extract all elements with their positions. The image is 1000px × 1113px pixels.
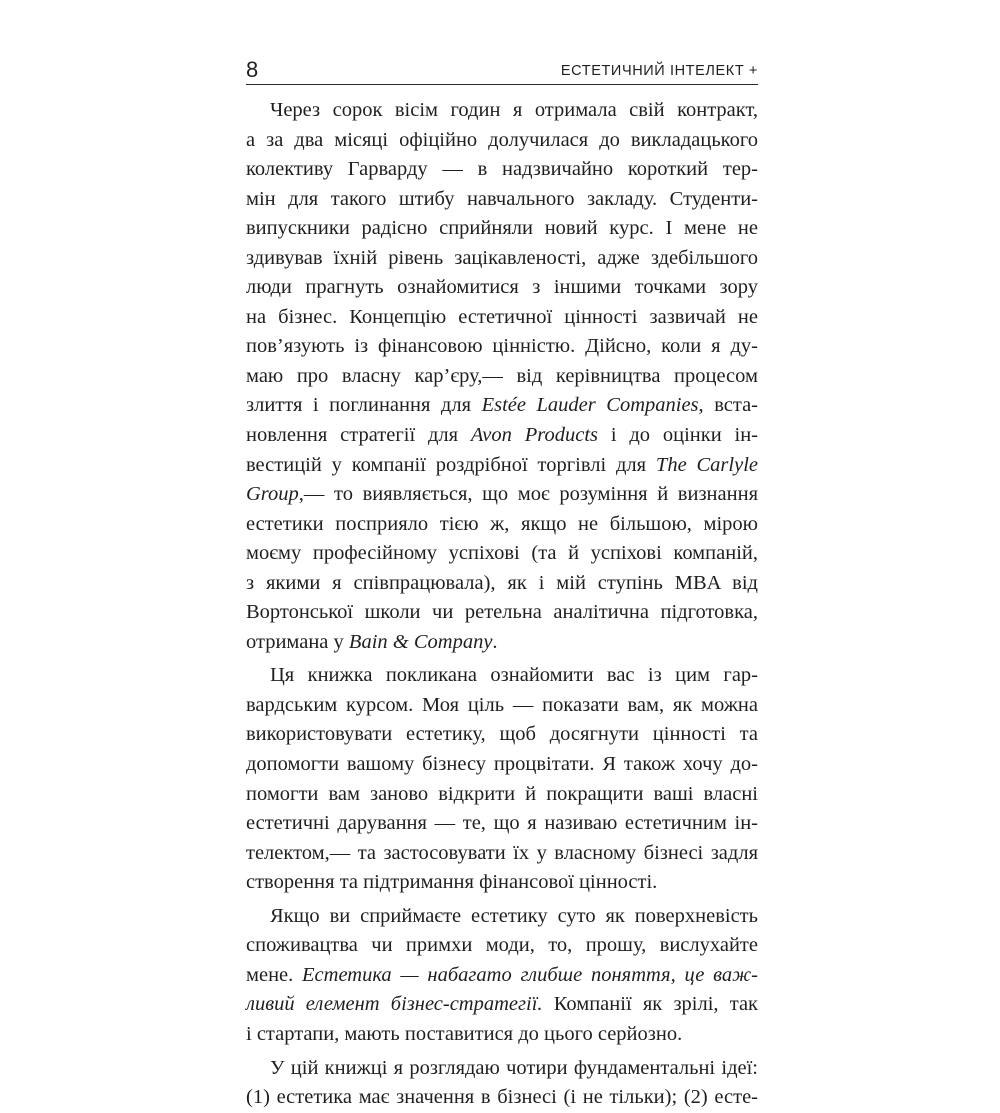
text-line bbox=[246, 96, 758, 126]
text-line bbox=[246, 273, 758, 303]
text-line bbox=[246, 628, 758, 658]
text-run: мін для такого штибу навчального закладу. Студенти- bbox=[246, 187, 758, 210]
text-line bbox=[246, 214, 758, 244]
body-text bbox=[246, 96, 758, 1113]
text-line bbox=[246, 510, 758, 540]
text-run: споживацтва чи примхи моди, то, прошу, вислухайте bbox=[246, 934, 758, 957]
text-run: маю про власну кар’єру,— від керівництва процесом bbox=[246, 364, 758, 387]
text-run: здивував їхній рівень зацікавленості, адже здебільшого bbox=[246, 246, 758, 269]
text-run: злиття і поглинання для bbox=[246, 394, 482, 417]
text-line bbox=[246, 480, 758, 510]
italic-text: Bain & Company bbox=[348, 630, 493, 653]
text-line bbox=[246, 1054, 758, 1084]
text-line bbox=[246, 155, 758, 185]
text-line bbox=[246, 931, 758, 961]
text-line bbox=[246, 1083, 758, 1113]
text-run: випускники радісно сприйняли новий курс. І мене не bbox=[246, 217, 758, 240]
text-line bbox=[246, 303, 758, 333]
text-line bbox=[246, 691, 758, 721]
text-line bbox=[246, 569, 758, 599]
text-run: отримана у bbox=[246, 630, 349, 653]
text-run: люди прагнуть ознайомитися з іншими точками зору bbox=[246, 276, 758, 299]
text-line bbox=[246, 961, 758, 991]
italic-text: ливий елемент бізнес-стратегії. bbox=[246, 993, 543, 1016]
text-run: і до оцінки ін- bbox=[598, 424, 759, 447]
text-line bbox=[246, 902, 758, 932]
text-run: на бізнес. Концепцію естетичної цінності зазвичай не bbox=[246, 305, 758, 328]
text-run: (1) естетика має значення в бізнесі (і не тільки); (2) есте- bbox=[246, 1086, 758, 1109]
text-run: . bbox=[492, 630, 498, 653]
text-line bbox=[246, 1020, 758, 1050]
text-line bbox=[246, 185, 758, 215]
text-line bbox=[246, 539, 758, 569]
text-run: Ця книжка покликана ознайомити вас із цим гар- bbox=[270, 664, 758, 687]
paragraph bbox=[246, 902, 758, 1050]
text-line bbox=[246, 332, 758, 362]
text-line bbox=[246, 990, 758, 1020]
text-run: моєму професійному успіхові (та й успіхові компаній, bbox=[246, 542, 758, 565]
text-line bbox=[246, 598, 758, 628]
text-line bbox=[246, 750, 758, 780]
paragraph bbox=[246, 1054, 758, 1113]
text-line bbox=[246, 809, 758, 839]
text-run: створення та підтримання фінансової цінності. bbox=[246, 871, 658, 894]
italic-text: Group bbox=[246, 483, 299, 506]
text-run: і стартапи, мають поставитися до цього серйозно. bbox=[246, 1022, 683, 1045]
paragraph bbox=[246, 96, 758, 657]
text-run: пов’язують із фінансовою цінністю. Дійсно, коли я ду- bbox=[246, 335, 758, 358]
text-run: Компанії як зрілі, так bbox=[542, 993, 758, 1016]
text-line bbox=[246, 780, 758, 810]
text-run: Вортонської школи чи ретельна аналітична підготовка, bbox=[246, 601, 758, 624]
text-run: новлення стратегії для bbox=[246, 424, 471, 447]
running-head bbox=[561, 60, 758, 82]
text-run: допомогти вашому бізнесу процвітати. Я також хочу до- bbox=[246, 753, 758, 776]
italic-text: The Carlyle bbox=[655, 453, 758, 476]
text-run: з якими я співпрацювала), як і мій ступінь MBA від bbox=[246, 571, 758, 594]
text-run: Якщо ви сприймаєте естетику суто як поверхневість bbox=[270, 904, 758, 927]
paragraph bbox=[246, 661, 758, 897]
header-rule bbox=[246, 84, 758, 85]
text-line bbox=[246, 451, 758, 481]
text-run: ,— то виявляється, що моє розуміння й визнання bbox=[298, 483, 758, 506]
text-line bbox=[246, 362, 758, 392]
text-line bbox=[246, 126, 758, 156]
text-run: естетики посприяло тією ж, якщо не більшою, мірою bbox=[246, 512, 758, 535]
italic-text: Естетика — набагато глибше поняття, це важ- bbox=[302, 963, 758, 986]
running-head-title: ЕСТЕТИЧНИЙ ІНТЕЛЕКТ bbox=[560, 63, 745, 79]
text-run: У цій книжці я розглядаю чотири фундаментальні ідеї: bbox=[270, 1056, 758, 1079]
text-run: а за два місяці офіційно долучилася до викладацького bbox=[246, 128, 758, 151]
text-line bbox=[246, 839, 758, 869]
text-run: використовувати естетику, щоб досягнути цінності та bbox=[246, 723, 758, 746]
text-run: естетичні дарування — те, що я називаю естетичним ін- bbox=[246, 812, 758, 835]
text-line bbox=[246, 391, 758, 421]
text-run: телектом,— та застосовувати їх у власному бізнесі задля bbox=[246, 841, 758, 864]
text-run: помогти вам заново відкрити й покращити ваші власні bbox=[246, 782, 758, 805]
text-run: колективу Гарварду — в надзвичайно короткий тер- bbox=[246, 158, 758, 181]
page-number: 8 bbox=[246, 57, 259, 82]
italic-text: Estée Lauder Companies bbox=[481, 394, 699, 417]
text-run: мене. bbox=[246, 963, 303, 986]
text-line bbox=[246, 244, 758, 274]
running-head-mark: + bbox=[748, 63, 758, 79]
italic-text: Avon Products bbox=[470, 424, 598, 447]
text-run: вардським курсом. Моя ціль — показати вам, як можна bbox=[246, 693, 758, 716]
text-run: Через сорок вісім годин я отримала свій контракт, bbox=[270, 99, 758, 121]
text-line bbox=[246, 720, 758, 750]
text-run: , вста- bbox=[698, 394, 759, 417]
text-run: вестицій у компанії роздрібної торгівлі для bbox=[246, 453, 656, 476]
text-line bbox=[246, 661, 758, 691]
text-line bbox=[246, 868, 758, 898]
text-line bbox=[246, 421, 758, 451]
page-header bbox=[246, 56, 758, 86]
